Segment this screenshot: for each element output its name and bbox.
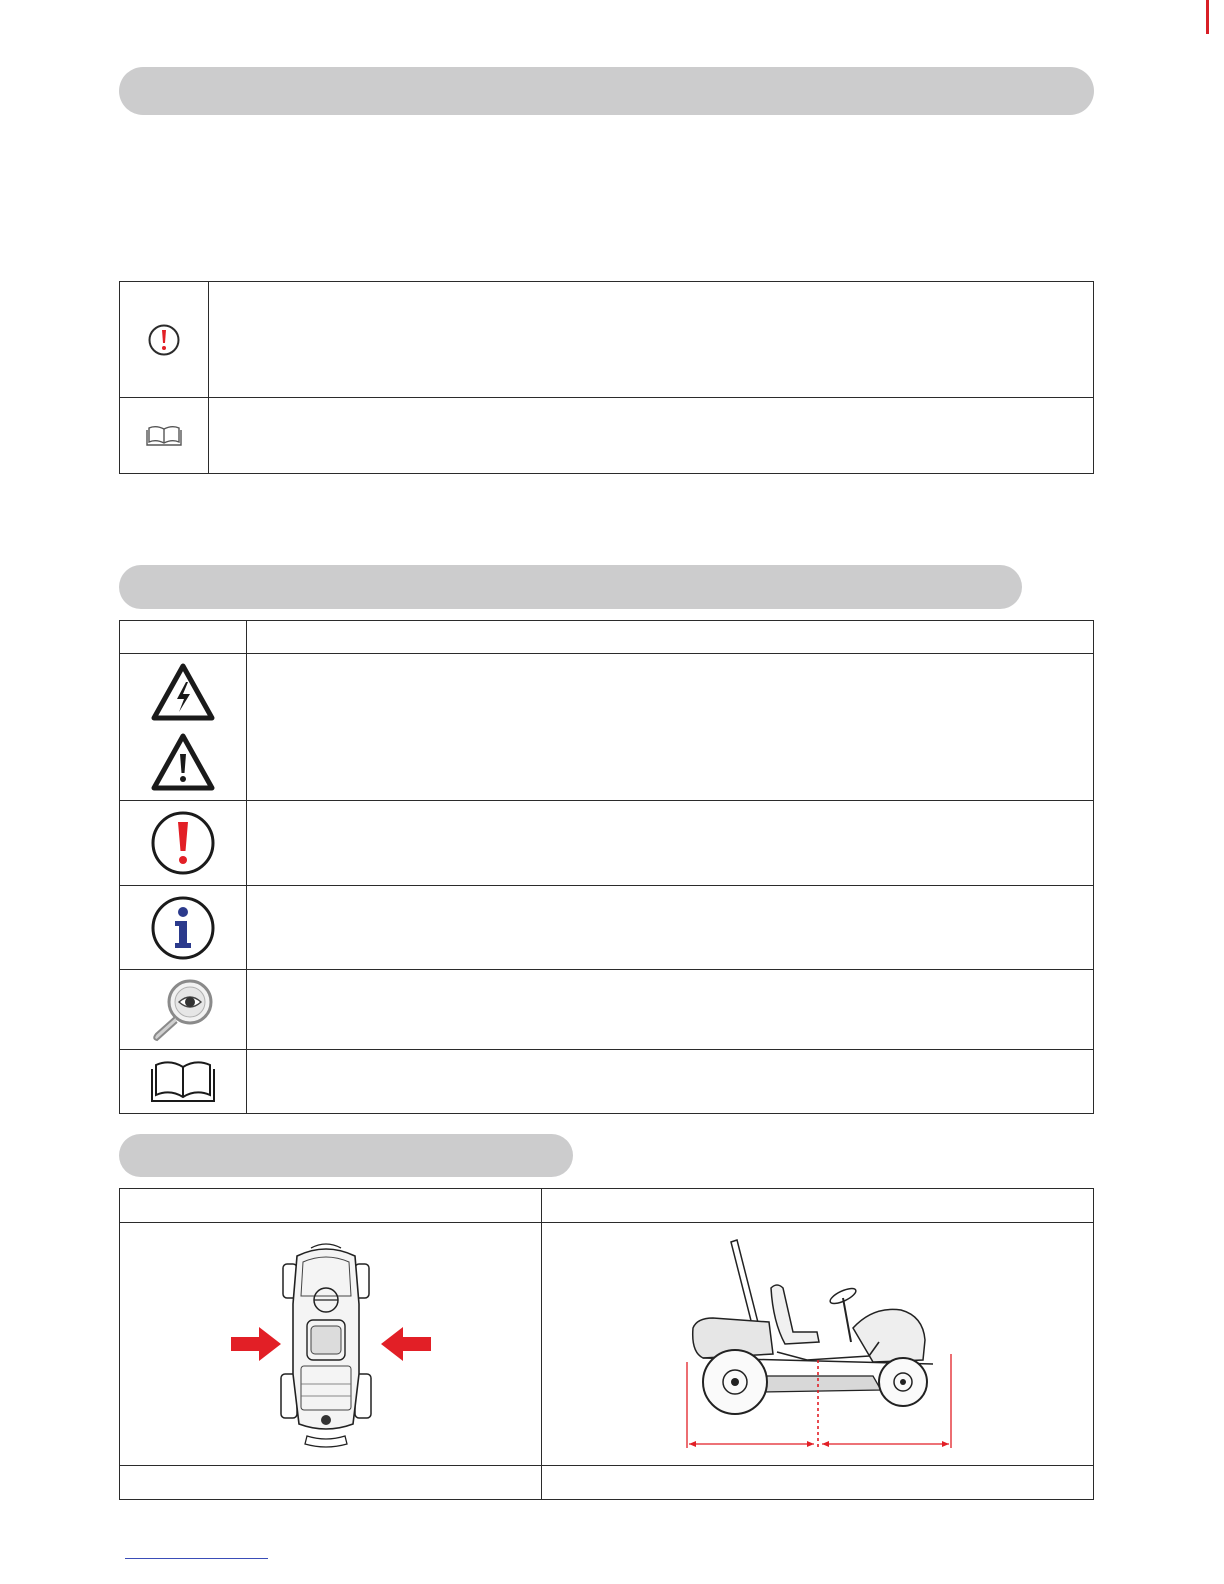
exclamation-circle-icon (147, 323, 181, 357)
footer-link-underline (125, 1558, 268, 1559)
info-icon-cell (120, 886, 247, 970)
exclamation-circle-icon (150, 810, 216, 876)
manual-text-2 (247, 1050, 1094, 1114)
illustration-header-col2 (542, 1189, 1094, 1223)
book-icon (150, 1059, 216, 1105)
general-warning-icon (150, 732, 216, 792)
section-header-bar-3 (119, 1134, 573, 1177)
warning-icons-cell (120, 654, 247, 801)
info-icon (150, 895, 216, 961)
attention-text (247, 801, 1094, 886)
manual-icon-cell (120, 398, 209, 474)
warning-text (247, 654, 1094, 801)
mower-side-view-illustration (673, 1232, 963, 1457)
illustration-table (119, 1188, 1094, 1500)
high-voltage-warning-icon (150, 662, 216, 722)
manual-text (209, 398, 1094, 474)
arrow-left-icon (381, 1327, 431, 1361)
manual-icon-cell-2 (120, 1050, 247, 1114)
illustration-footer-col1 (120, 1466, 542, 1500)
notice-text (209, 282, 1094, 398)
symbols-header-col2 (247, 621, 1094, 654)
symbols-table (119, 620, 1094, 1114)
inspect-icon-cell (120, 970, 247, 1050)
page-edge-mark (1206, 0, 1209, 34)
top-view-cell (120, 1223, 542, 1466)
info-text (247, 886, 1094, 970)
notice-icon-cell (120, 282, 209, 398)
illustration-footer-col2 (542, 1466, 1094, 1500)
illustration-header-col1 (120, 1189, 542, 1223)
mower-top-view-illustration (231, 1234, 431, 1454)
arrow-right-icon (231, 1327, 281, 1361)
attention-icon-cell (120, 801, 247, 886)
notice-table (119, 281, 1094, 474)
section-header-bar-2 (119, 565, 1022, 609)
book-icon (146, 424, 182, 448)
inspect-text (247, 970, 1094, 1050)
section-header-bar-1 (119, 67, 1094, 115)
side-view-cell (542, 1223, 1094, 1466)
magnifier-eye-icon (148, 976, 218, 1044)
symbols-header-col1 (120, 621, 247, 654)
